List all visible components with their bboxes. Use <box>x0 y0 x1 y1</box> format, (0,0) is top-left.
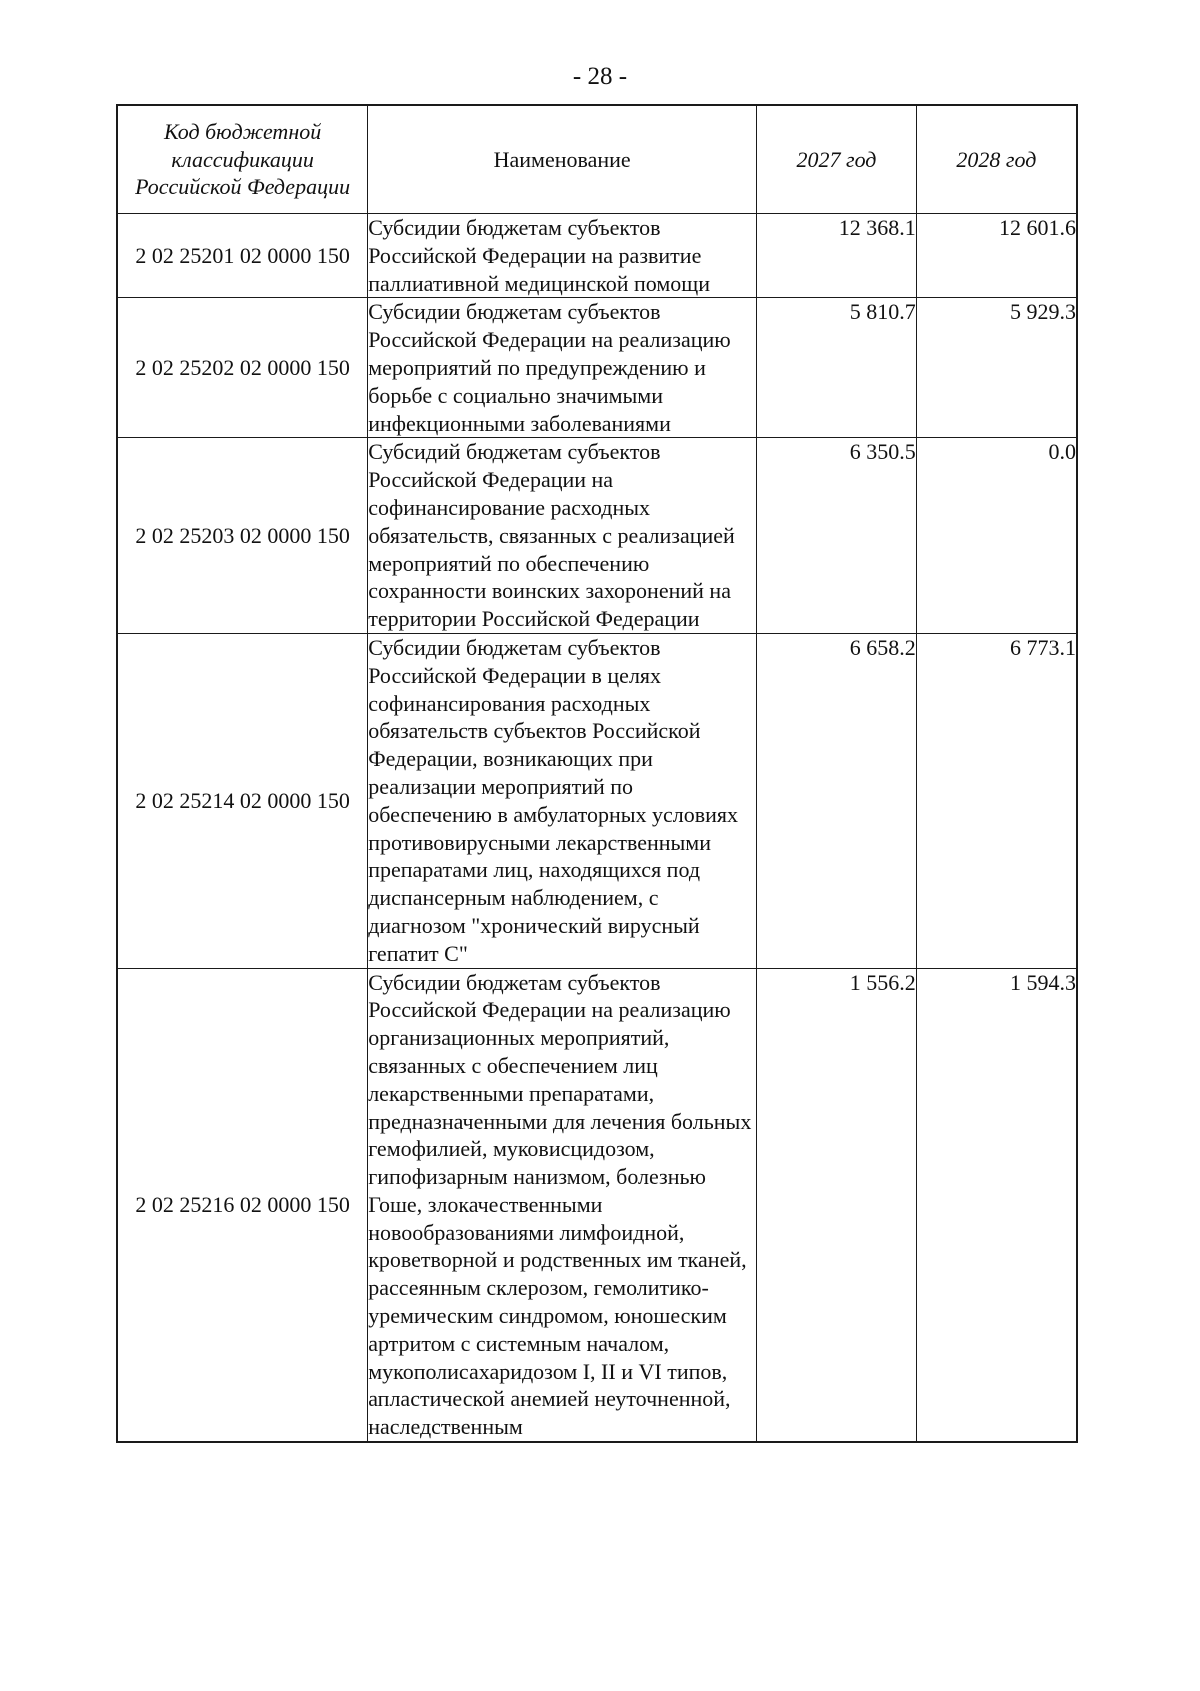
row-code: 2 02 25202 02 0000 150 <box>117 298 368 438</box>
budget-table <box>116 104 1078 1443</box>
table-row <box>117 438 1077 634</box>
row-code: 2 02 25214 02 0000 150 <box>117 633 368 968</box>
row-value-2027: 6 658.2 <box>757 633 917 968</box>
row-value-2027: 5 810.7 <box>757 298 917 438</box>
table-row <box>117 968 1077 1442</box>
header-year-2027: 2027 год <box>757 105 917 214</box>
row-name: Субсидий бюджетам субъектов Российской Федерации на софинансирование расходных обязательств, связанных с реализацией мероприятий по обеспечению сохранности воинских захоронений на территории Российской Федерации <box>368 438 757 634</box>
header-year-2028: 2028 год <box>916 105 1077 214</box>
row-name: Субсидии бюджетам субъектов Российской Федерации на реализацию организационных мероприятий, связанных с обеспечением лиц лекарственными препаратами, предназначенными для лечения больных гемофилией, муковисцидозом, гипофизарным нанизмом, болезнью Гоше, злокачественными новообразованиями лимфоидной, кроветворной и родственных им тканей, рассеянным склерозом, гемолитико-уремическим синдромом, юношеским артритом с системным началом, мукополисахаридозом I, II и VI типов, апластической анемией неуточненной, наследственным <box>368 968 757 1442</box>
row-value-2027: 1 556.2 <box>757 968 917 1442</box>
page-number: - 28 - <box>572 63 628 90</box>
header-name: Наименование <box>368 105 757 214</box>
row-value-2028: 6 773.1 <box>916 633 1077 968</box>
row-name: Субсидии бюджетам субъектов Российской Федерации в целях софинансирования расходных обязательств субъектов Российской Федерации, возникающих при реализации мероприятий по обеспечению в амбулаторных условиях противовирусными лекарственными препаратами лиц, находящихся под диспансерным наблюдением, с диагнозом "хронический вирусный гепатит C" <box>368 633 757 968</box>
row-name: Субсидии бюджетам субъектов Российской Федерации на развитие паллиативной медицинской помощи <box>368 214 757 298</box>
header-code: Код бюджетной классификации Российской Федерации <box>117 105 368 214</box>
table-row <box>117 298 1077 438</box>
row-value-2028: 5 929.3 <box>916 298 1077 438</box>
row-code: 2 02 25216 02 0000 150 <box>117 968 368 1442</box>
row-value-2028: 0.0 <box>916 438 1077 634</box>
row-name: Субсидии бюджетам субъектов Российской Федерации на реализацию мероприятий по предупреждению и борьбе с социально значимыми инфекционными заболеваниями <box>368 298 757 438</box>
table-body <box>117 214 1077 1443</box>
table-row <box>117 633 1077 968</box>
table-header <box>117 105 1077 214</box>
row-value-2028: 1 594.3 <box>916 968 1077 1442</box>
row-value-2028: 12 601.6 <box>916 214 1077 298</box>
row-code: 2 02 25201 02 0000 150 <box>117 214 368 298</box>
table-row <box>117 214 1077 298</box>
row-value-2027: 6 350.5 <box>757 438 917 634</box>
row-value-2027: 12 368.1 <box>757 214 917 298</box>
row-code: 2 02 25203 02 0000 150 <box>117 438 368 634</box>
header-row <box>117 105 1077 214</box>
